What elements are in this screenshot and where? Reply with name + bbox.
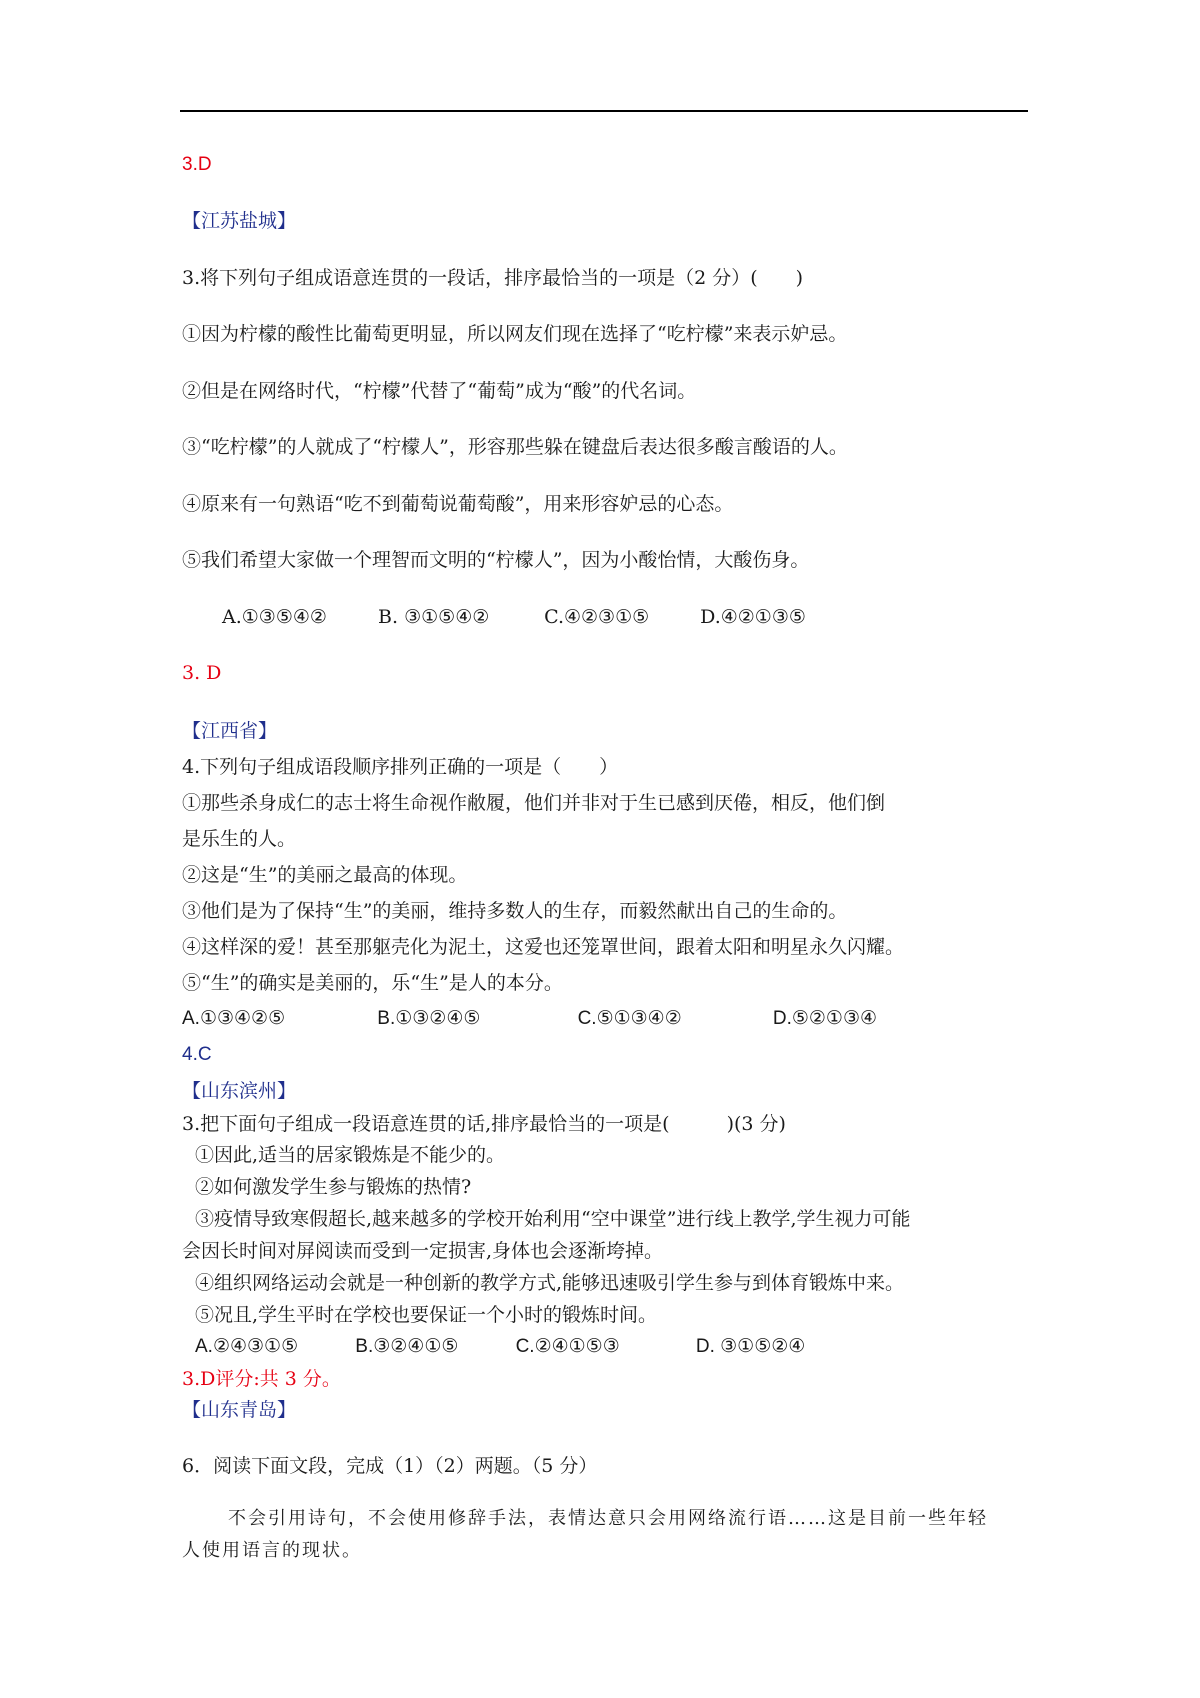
- question-text: 4.下列句子组成语段顺序排列正确的一项是（ ）: [182, 756, 619, 778]
- option-d: D. ③①⑤②④: [695, 1336, 806, 1357]
- sentence-item: ⑤我们希望大家做一个理智而文明的“柠檬人”，因为小酸怡情，大酸伤身。: [182, 549, 810, 571]
- answer-with-score: 3.D评分:共 3 分。: [182, 1368, 341, 1390]
- question-text: 3.把下面句子组成一段语意连贯的话,排序最恰当的一项是( )(3 分): [182, 1113, 786, 1135]
- answer: 3. D: [182, 662, 222, 684]
- sentence-item: ①因此,适当的居家锻炼是不能少的。: [195, 1144, 506, 1166]
- answer-options: [182, 1007, 877, 1031]
- option-b: B.③②④①⑤: [355, 1336, 459, 1357]
- reading-paragraph: 不会引用诗句，不会使用修辞手法，表情达意只会用网络流行语……这是目前一些年轻: [228, 1508, 988, 1529]
- answer-prev: 3.D: [182, 154, 212, 175]
- option-d: D.⑤②①③④: [772, 1008, 878, 1029]
- sentence-item: ③他们是为了保持“生”的美丽，维持多数人的生存，而毅然献出自己的生命的。: [182, 900, 848, 922]
- sentence-item: ②但是在网络时代，“柠檬”代替了“葡萄”成为“酸”的代名词。: [182, 380, 697, 402]
- sentence-item: ④原来有一句熟语“吃不到葡萄说葡萄酸”，用来形容妒忌的心态。: [182, 493, 734, 515]
- sentence-item: ⑤“生”的确实是美丽的，乐“生”是人的本分。: [182, 972, 563, 994]
- option-a: A.①③④②⑤: [182, 1008, 286, 1029]
- option-b: B.①③②④⑤: [377, 1008, 481, 1029]
- sentence-item: ⑤况且,学生平时在学校也要保证一个小时的锻炼时间。: [195, 1304, 658, 1326]
- option-c: C.④②③①⑤: [544, 606, 650, 628]
- option-c: C.②④①⑤③: [515, 1336, 620, 1357]
- header-rule: [180, 110, 1028, 112]
- sentence-item: ①因为柠檬的酸性比葡萄更明显，所以网友们现在选择了“吃柠檬”来表示妒忌。: [182, 323, 848, 345]
- option-a: A.①③⑤④②: [222, 606, 327, 628]
- sentence-item: ④组织网络运动会就是一种创新的教学方式,能够迅速吸引学生参与到体育锻炼中来。: [195, 1272, 905, 1294]
- option-a: A.②④③①⑤: [195, 1336, 299, 1357]
- region-tag-jiangxi: 【江西省】: [182, 720, 278, 742]
- option-c: C.⑤①③④②: [577, 1008, 682, 1029]
- question-text: 6．阅读下面文段，完成（1）（2）两题。（5 分）: [182, 1455, 598, 1477]
- sentence-item: ③疫情导致寒假超长,越来越多的学校开始利用“空中课堂”进行线上教学,学生视力可能: [195, 1208, 911, 1230]
- region-tag-shandong-binzhou: 【山东滨州】: [182, 1080, 297, 1102]
- answer-options: [222, 605, 806, 629]
- option-b: B. ③①⑤④②: [378, 606, 490, 628]
- option-d: D.④②①③⑤: [700, 606, 806, 628]
- sentence-item: ②这是“生”的美丽之最高的体现。: [182, 864, 468, 886]
- question-text: 3.将下列句子组成语意连贯的一段话，排序最恰当的一项是（2 分）( ): [182, 267, 804, 289]
- sentence-item: ③“吃柠檬”的人就成了“柠檬人”，形容那些躲在键盘后表达很多酸言酸语的人。: [182, 436, 848, 458]
- sentence-item-continued: 是乐生的人。: [182, 828, 297, 850]
- region-tag-jiangsu-yancheng: 【江苏盐城】: [182, 210, 297, 232]
- sentence-item: ①那些杀身成仁的志士将生命视作敝履，他们并非对于生已感到厌倦，相反，他们倒: [182, 792, 886, 814]
- sentence-item: ②如何激发学生参与锻炼的热情?: [195, 1176, 472, 1198]
- reading-paragraph-continued: 人使用语言的现状。: [182, 1540, 362, 1561]
- answer-options: [195, 1335, 805, 1359]
- sentence-item: ④这样深的爱！甚至那躯壳化为泥土，这爱也还笼罩世间，跟着太阳和明星永久闪耀。: [182, 936, 905, 958]
- region-tag-shandong-qingdao: 【山东青岛】: [182, 1399, 297, 1421]
- answer: 4.C: [182, 1044, 212, 1065]
- sentence-item-continued: 会因长时间对屏阅读而受到一定损害,身体也会逐渐垮掉。: [182, 1240, 664, 1262]
